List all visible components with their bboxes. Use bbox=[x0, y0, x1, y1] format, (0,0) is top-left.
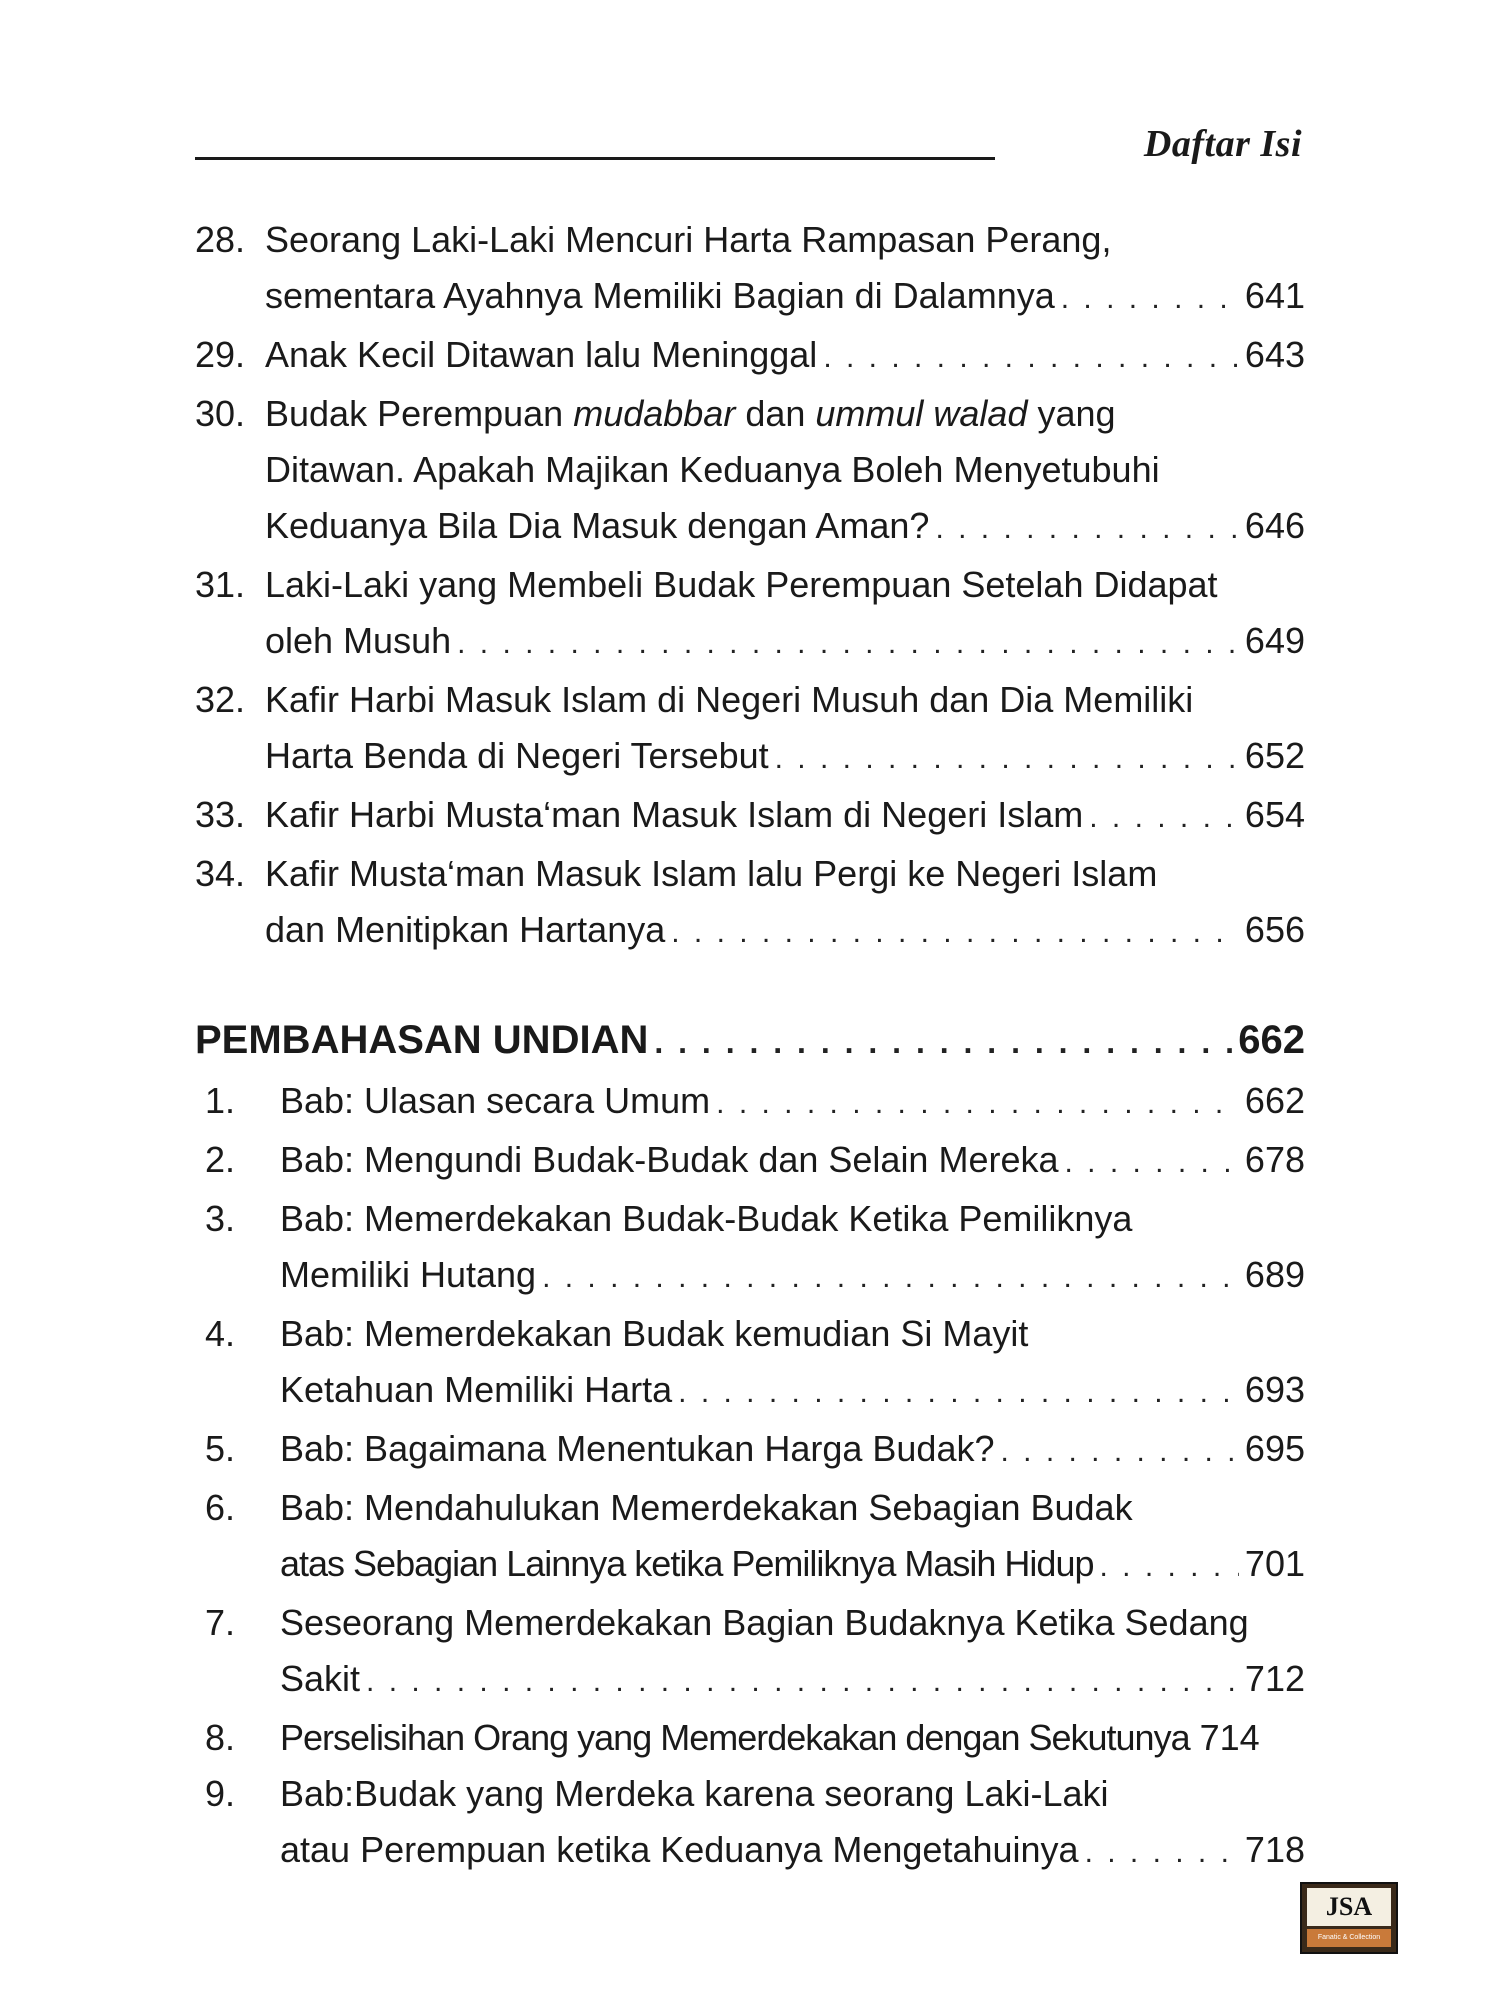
entry-title-line: Bab: Bagaimana Menentukan Harga Budak? bbox=[280, 1428, 995, 1469]
toc-entry[interactable] bbox=[195, 846, 1305, 961]
page-number: 643 bbox=[1244, 334, 1305, 375]
page-number: 689 bbox=[1244, 1254, 1305, 1295]
entry-number: 3. bbox=[205, 1198, 236, 1239]
entry-number: 32. bbox=[195, 679, 246, 720]
dot-leader bbox=[654, 1011, 1232, 1073]
page-number: 714 bbox=[1199, 1717, 1260, 1758]
dot-leader bbox=[678, 1365, 1239, 1421]
page-number: 654 bbox=[1244, 794, 1305, 835]
dot-leader bbox=[1085, 1825, 1239, 1881]
toc-entry[interactable] bbox=[195, 1306, 1305, 1421]
page-number: 641 bbox=[1244, 275, 1305, 316]
entry-number: 33. bbox=[195, 794, 246, 835]
dot-leader bbox=[366, 1654, 1239, 1710]
entry-title-line: Laki-Laki yang Membeli Budak Perempuan Setelah Didapat bbox=[265, 564, 1218, 605]
entry-title-line: Anak Kecil Ditawan lalu Meninggal bbox=[265, 334, 818, 375]
entry-number: 31. bbox=[195, 564, 246, 605]
entry-number: 7. bbox=[205, 1602, 236, 1643]
page-number: 646 bbox=[1244, 505, 1305, 546]
entry-title-line: Sakit bbox=[280, 1658, 361, 1699]
entry-number: 9. bbox=[205, 1773, 236, 1814]
entry-title-line: Memiliki Hutang bbox=[280, 1254, 537, 1295]
entry-number: 29. bbox=[195, 334, 246, 375]
dot-leader bbox=[935, 501, 1238, 557]
entry-title-line: Seorang Laki-Laki Mencuri Harta Rampasan Perang, bbox=[265, 219, 1112, 260]
page-number: 695 bbox=[1244, 1428, 1305, 1469]
entry-title-line: Perselisihan Orang yang Memerdekakan dengan Sekutunya bbox=[280, 1717, 1190, 1758]
italic-term: ummul walad bbox=[815, 393, 1028, 434]
entry-title-line: oleh Musuh bbox=[265, 620, 452, 661]
entry-title-line: atau Perempuan ketika Keduanya Mengetahuinya bbox=[280, 1829, 1079, 1870]
dot-leader bbox=[1065, 1135, 1239, 1191]
entry-title-line: Bab: Memerdekakan Budak-Budak Ketika Pemiliknya bbox=[280, 1198, 1133, 1239]
dot-leader bbox=[1000, 1424, 1238, 1480]
dot-leader bbox=[671, 905, 1239, 961]
entry-title-line: dan Menitipkan Hartanya bbox=[265, 909, 666, 950]
toc-entry[interactable] bbox=[195, 672, 1305, 787]
entry-number: 8. bbox=[205, 1717, 236, 1758]
dot-leader bbox=[823, 330, 1239, 386]
toc-entry[interactable] bbox=[195, 1191, 1305, 1306]
entry-title-line: Kafir Harbi Masuk Islam di Negeri Musuh dan Dia Memiliki bbox=[265, 679, 1194, 720]
toc-entry[interactable] bbox=[195, 212, 1305, 327]
dot-leader bbox=[716, 1076, 1239, 1132]
page-number: 662 bbox=[1244, 1080, 1305, 1121]
jsa-collection-stamp bbox=[1300, 1882, 1398, 1954]
running-header-title: Daftar Isi bbox=[1143, 123, 1302, 165]
header-rule bbox=[195, 157, 995, 160]
entry-number: 2. bbox=[205, 1139, 236, 1180]
entry-title-line: sementara Ayahnya Memiliki Bagian di Dalamnya bbox=[265, 275, 1055, 316]
page-number: 712 bbox=[1244, 1658, 1305, 1699]
page-number: 656 bbox=[1244, 909, 1305, 950]
toc-entry[interactable] bbox=[195, 1480, 1305, 1595]
entry-title-line: Harta Benda di Negeri Tersebut bbox=[265, 735, 769, 776]
entry-title-line: Bab:Budak yang Merdeka karena seorang Laki-Laki bbox=[280, 1773, 1109, 1814]
table-of-contents bbox=[195, 212, 1305, 1881]
entry-title-line: Bab: Mendahulukan Memerdekakan Sebagian Budak bbox=[280, 1487, 1133, 1528]
section-heading[interactable] bbox=[195, 1009, 1305, 1073]
entry-title-line: Bab: Ulasan secara Umum bbox=[280, 1080, 711, 1121]
entry-title-line: Kafir Harbi Musta‘man Masuk Islam di Negeri Islam bbox=[265, 794, 1084, 835]
entry-number: 6. bbox=[205, 1487, 236, 1528]
stamp-logo: JSA bbox=[1307, 1888, 1391, 1926]
toc-entry[interactable] bbox=[195, 1766, 1305, 1881]
toc-entry[interactable] bbox=[195, 787, 1305, 846]
page-number: 693 bbox=[1244, 1369, 1305, 1410]
toc-entry[interactable] bbox=[195, 1421, 1305, 1480]
dot-leader bbox=[1061, 271, 1239, 327]
entry-number: 34. bbox=[195, 853, 246, 894]
dot-leader bbox=[1089, 790, 1239, 846]
entry-title-line: Ketahuan Memiliki Harta bbox=[280, 1369, 673, 1410]
page-number: 649 bbox=[1244, 620, 1305, 661]
entry-number: 5. bbox=[205, 1428, 236, 1469]
entry-number: 30. bbox=[195, 393, 246, 434]
dot-leader bbox=[457, 616, 1239, 672]
toc-entry[interactable] bbox=[195, 1132, 1305, 1191]
section-page-number: 662 bbox=[1238, 1018, 1305, 1062]
toc-entry[interactable] bbox=[195, 1073, 1305, 1132]
entry-title-line: Keduanya Bila Dia Masuk dengan Aman? bbox=[265, 505, 930, 546]
stamp-subtitle: Fanatic & Collection bbox=[1307, 1929, 1391, 1947]
entry-title-line: Bab: Memerdekakan Budak kemudian Si Mayit bbox=[280, 1313, 1029, 1354]
toc-entry[interactable] bbox=[195, 327, 1305, 386]
entry-title-line: Budak Perempuan mudabbar dan ummul walad yang bbox=[265, 393, 1116, 434]
italic-term: mudabbar bbox=[573, 393, 736, 434]
entry-title-line: Bab: Mengundi Budak-Budak dan Selain Mereka bbox=[280, 1139, 1059, 1180]
dot-leader bbox=[542, 1250, 1239, 1306]
entry-title-line: atas Sebagian Lainnya ketika Pemiliknya Masih Hidup bbox=[280, 1543, 1094, 1584]
page-number: 718 bbox=[1244, 1829, 1305, 1870]
entry-number: 28. bbox=[195, 219, 246, 260]
section-title: PEMBAHASAN UNDIAN bbox=[195, 1018, 649, 1062]
toc-entry[interactable] bbox=[195, 557, 1305, 672]
entry-title-line: Ditawan. Apakah Majikan Keduanya Boleh Menyetubuhi bbox=[265, 449, 1160, 490]
toc-entry[interactable] bbox=[195, 1710, 1305, 1766]
page-number: 701 bbox=[1244, 1543, 1305, 1584]
entry-title-line: Seseorang Memerdekakan Bagian Budaknya Ketika Sedang bbox=[280, 1602, 1249, 1643]
entry-number: 4. bbox=[205, 1313, 236, 1354]
entry-number: 1. bbox=[205, 1080, 236, 1121]
page-number: 652 bbox=[1244, 735, 1305, 776]
page-number: 678 bbox=[1244, 1139, 1305, 1180]
toc-entry[interactable] bbox=[195, 1595, 1305, 1710]
entry-title-line: Kafir Musta‘man Masuk Islam lalu Pergi ke Negeri Islam bbox=[265, 853, 1158, 894]
dot-leader bbox=[1100, 1539, 1239, 1595]
dot-leader bbox=[775, 731, 1239, 787]
toc-entry[interactable] bbox=[195, 386, 1305, 557]
